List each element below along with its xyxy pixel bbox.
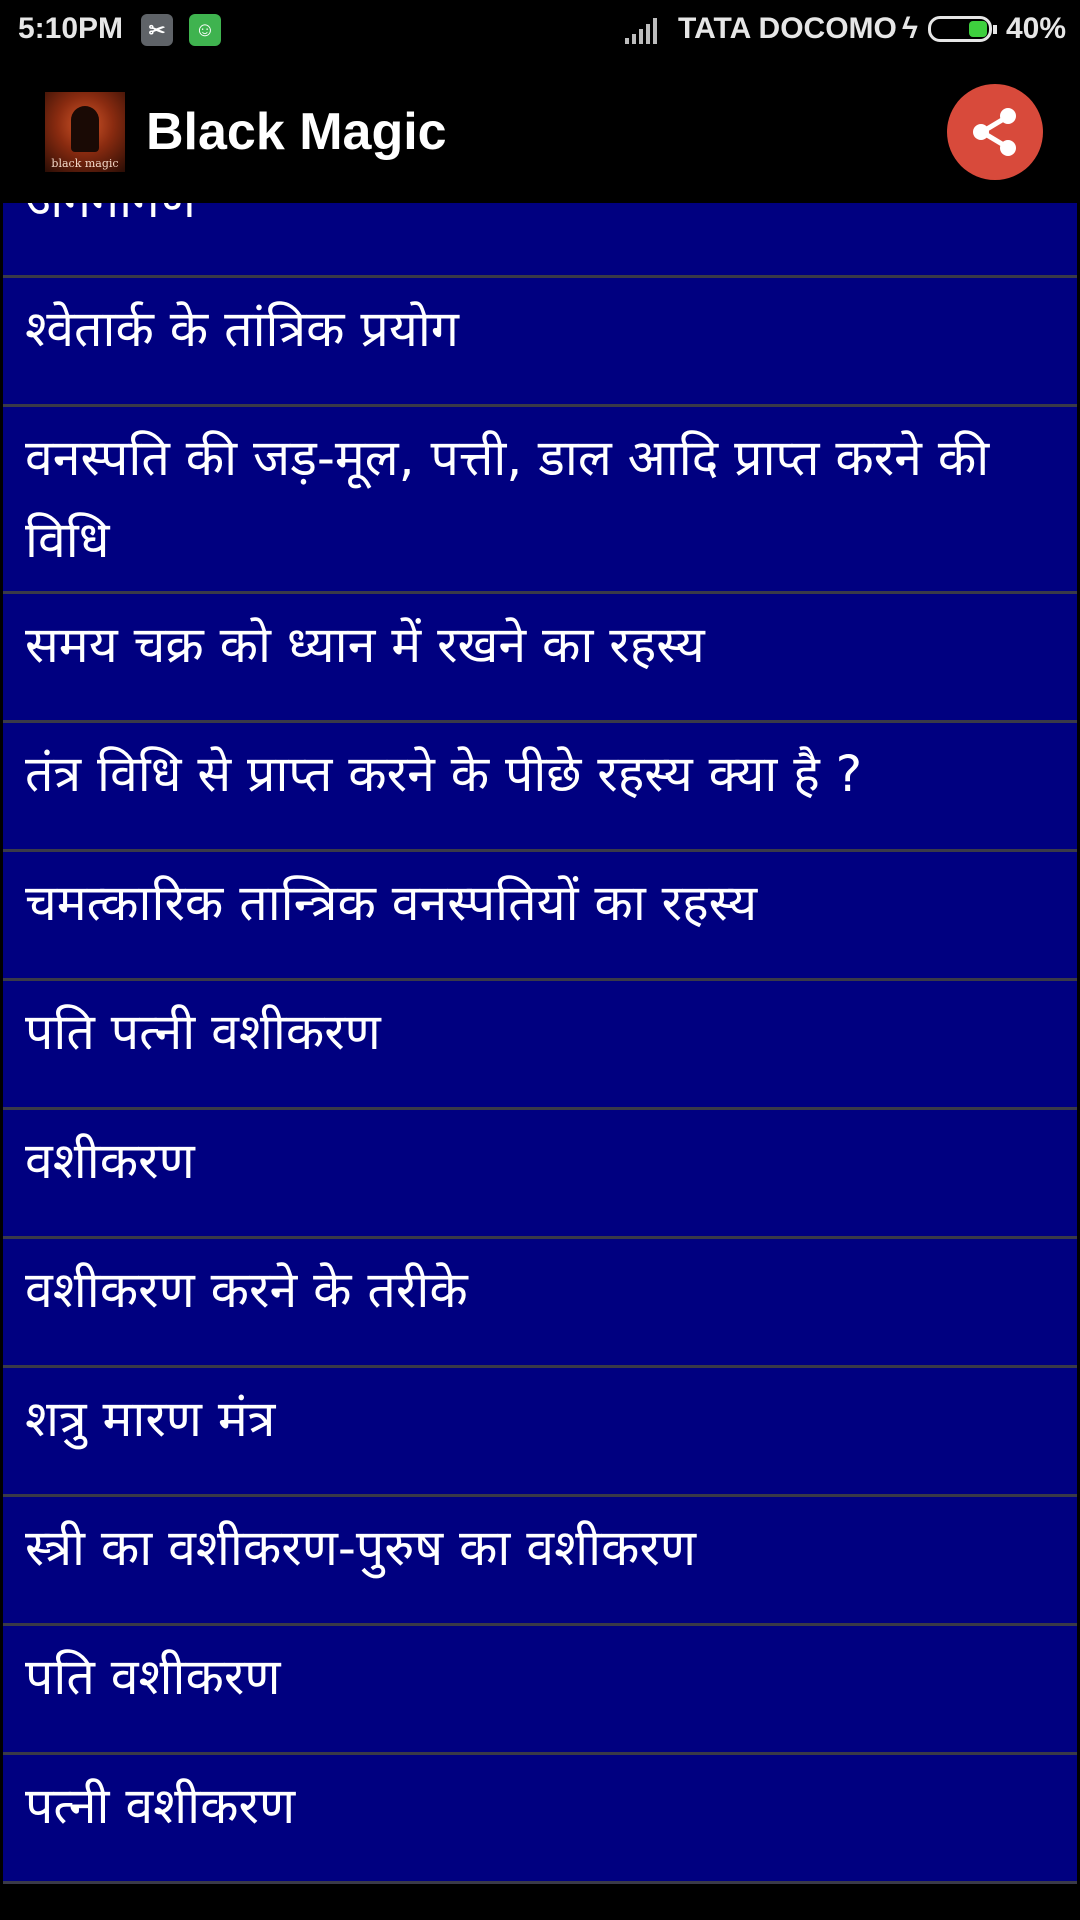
status-bar — [0, 0, 1080, 60]
share-button[interactable] — [947, 84, 1043, 180]
app-logo — [45, 92, 125, 172]
topic-list[interactable] — [0, 203, 1080, 1920]
status-time: 5:10PM — [18, 12, 124, 45]
app-title: Black Magic — [146, 103, 447, 161]
list-item[interactable]: तंत्र विधि से प्राप्त करने के पीछे रहस्य क्या है ? — [3, 723, 1077, 852]
list-item[interactable]: पति पत्नी वशीकरण — [3, 981, 1077, 1110]
carrier-name: TATA DOCOMO — [678, 12, 897, 45]
android-icon: ☺ — [189, 14, 221, 46]
battery-icon — [928, 16, 992, 42]
list-item[interactable]: चमत्कारिक तान्त्रिक वनस्पतियों का रहस्य — [3, 852, 1077, 981]
app-bar — [0, 60, 1080, 203]
signal-icon — [625, 18, 663, 44]
list-item[interactable]: वशीकरण करने के तरीके — [3, 1239, 1077, 1368]
list-item[interactable]: समय चक्र को ध्यान में रखने का रहस्य — [3, 594, 1077, 723]
list-item[interactable]: शत्रु मारण मंत्र — [3, 1368, 1077, 1497]
list-item[interactable]: वनस्पति की जड़-मूल, पत्ती, डाल आदि प्राप्त करने की विधि — [3, 407, 1077, 594]
app-logo-text: black magic — [51, 157, 119, 170]
list-item[interactable]: पत्नी वशीकरण — [3, 1755, 1077, 1884]
list-item[interactable]: वशीकरण — [3, 1110, 1077, 1239]
battery-percent: 40% — [1006, 12, 1067, 45]
charging-bolt-icon: ϟ — [902, 12, 918, 45]
list-item[interactable]: पति वशीकरण — [3, 1626, 1077, 1755]
scissors-icon: ✂ — [141, 14, 173, 46]
share-icon — [967, 104, 1023, 160]
list-item[interactable]: स्त्री का वशीकरण-पुरुष का वशीकरण — [3, 1497, 1077, 1626]
list-item[interactable]: श्वेतार्क के तांत्रिक प्रयोग — [3, 278, 1077, 407]
